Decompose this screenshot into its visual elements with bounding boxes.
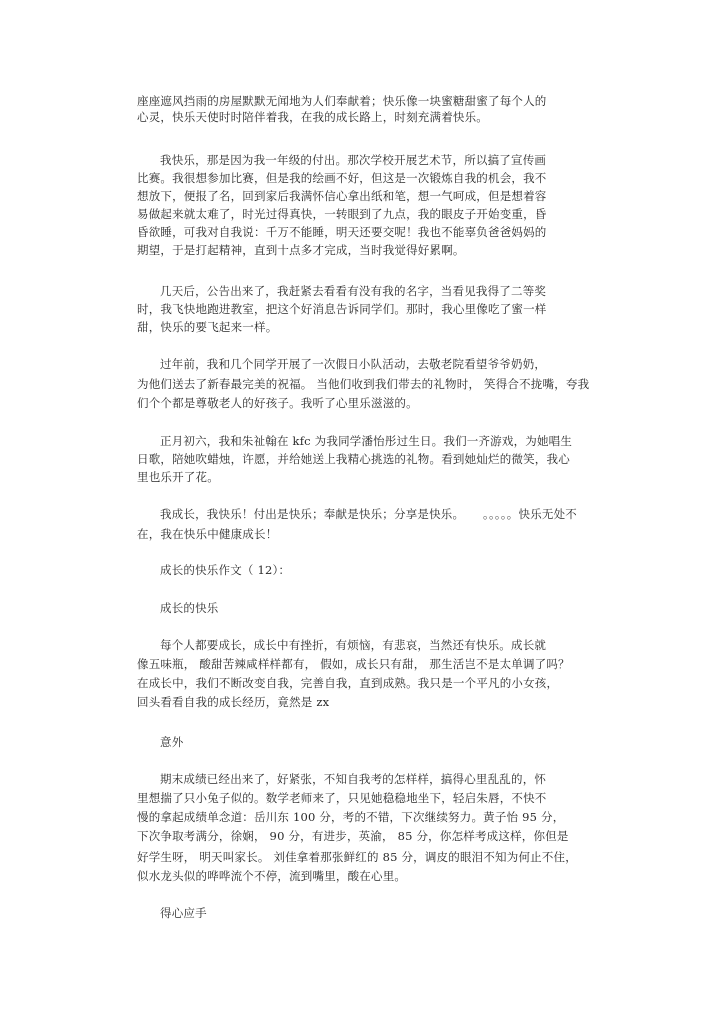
text-line: 比赛。我很想参加比赛，但是我的绘画不好，但这是一次锻炼自我的机会，我不 bbox=[137, 171, 547, 185]
text-line: 期末成绩已经出来了，好紧张，不知自我考的怎样样，搞得心里乱乱的，怀 bbox=[160, 772, 547, 786]
text-line: 心灵，快乐天使时时陪伴着我，在我的成长路上，时刻充满着快乐。 bbox=[137, 110, 488, 124]
text-line: 正月初六，我和朱祉翰在 kfc 为我同学潘怡彤过生日。我们一齐游戏，为她唱生 bbox=[160, 434, 573, 448]
text-line: 在，我在快乐中健康成长！ bbox=[137, 527, 278, 541]
text-line: 过年前，我和几个同学开展了一次假日小队活动，去敬老院看望爷爷奶奶， bbox=[160, 357, 547, 371]
text-line: 里也乐开了花。 bbox=[137, 470, 219, 484]
text-line: 昏欲睡，可我对自我说：千万不能睡，明天还要交呢！我也不能辜负爸爸妈妈的 bbox=[137, 225, 547, 239]
text-line: 座座遮风挡雨的房屋默默无闻地为人们奉献着；快乐像一块蜜糖甜蜜了每个人的 bbox=[137, 94, 547, 108]
text-line: 每个人都要成长，成长中有挫折，有烦恼，有悲哀，当然还有快乐。成长就 bbox=[160, 638, 547, 652]
text-line: 我成长，我快乐！付出是快乐；奉献是快乐；分享是快乐。 bbox=[160, 507, 465, 521]
text-line: 日歌，陪她吹蜡烛，许愿，并给她送上我精心挑选的礼物。看到她灿烂的微笑，我心 bbox=[137, 452, 570, 466]
text-line: 想放下，便报了名，回到家后我满怀信心拿出纸和笔，想一气呵成，但是想着容 bbox=[137, 189, 547, 203]
text-line: 时，我飞快地跑进教室，把这个好消息告诉同学们。那时，我心里像吃了蜜一样 bbox=[137, 302, 547, 316]
text-line: 似水龙头似的哗哗流个不停，流到嘴里，酸在心里。 bbox=[137, 869, 407, 883]
text-line: 我快乐，那是因为我一年级的付出。那次学校开展艺术节，所以搞了宣传画 bbox=[160, 153, 547, 167]
text-line: 像五味瓶， 酸甜苦辣咸样样都有， 假如，成长只有甜， 那生活岂不是太单调了吗？ bbox=[137, 657, 570, 671]
text-line: 好学生呀， 明天叫家长。 刘佳拿着那张鲜红的 85 分，调皮的眼泪不知为何止不住， bbox=[137, 850, 577, 864]
section-heading: 得心应手 bbox=[160, 906, 207, 920]
text-line: 。。。。。快乐无处不 bbox=[483, 507, 577, 521]
text-line: 期望，于是打起精神，直到十点多才完成，当时我觉得好累啊。 bbox=[137, 243, 465, 257]
text-line: 几天后，公告出来了，我赶紧去看看有没有我的名字，当看见我得了二等奖 bbox=[160, 284, 547, 298]
section-heading: 成长的快乐 bbox=[160, 601, 219, 615]
section-heading: 意外 bbox=[160, 735, 184, 749]
text-line: 为他们送去了新春最完美的祝福。 当他们收到我们带去的礼物时， 笑得合不拢嘴，夸我 bbox=[137, 377, 590, 391]
text-line: 们个个都是尊敬老人的好孩子。我听了心里乐滋滋的。 bbox=[137, 396, 418, 410]
text-line: 回头看看自我的成长经历，竟然是 zx bbox=[137, 695, 330, 709]
text-line: 在成长中，我们不断改变自我，完善自我，直到成熟。我只是一个平凡的小女孩， bbox=[137, 676, 559, 690]
text-line: 甜，快乐的要飞起来一样。 bbox=[137, 320, 278, 334]
text-line: 易做起来就太难了，时光过得真快，一转眼到了九点，我的眼皮子开始变重，昏 bbox=[137, 207, 547, 221]
text-line: 慢的拿起成绩单念道：岳川东 100 分，考的不错，下次继续努力。黄子怡 95 分， bbox=[137, 810, 565, 824]
text-line: 下次争取考满分，徐娴， 90 分，有进步，英渝， 85 分，你怎样考成这样，你但是 bbox=[137, 829, 569, 843]
text-line: 里想揣了只小兔子似的。数学老师来了，只见她稳稳地坐下，轻启朱唇，不快不 bbox=[137, 791, 547, 805]
section-heading: 成长的快乐作文（ 12）： bbox=[160, 563, 291, 577]
